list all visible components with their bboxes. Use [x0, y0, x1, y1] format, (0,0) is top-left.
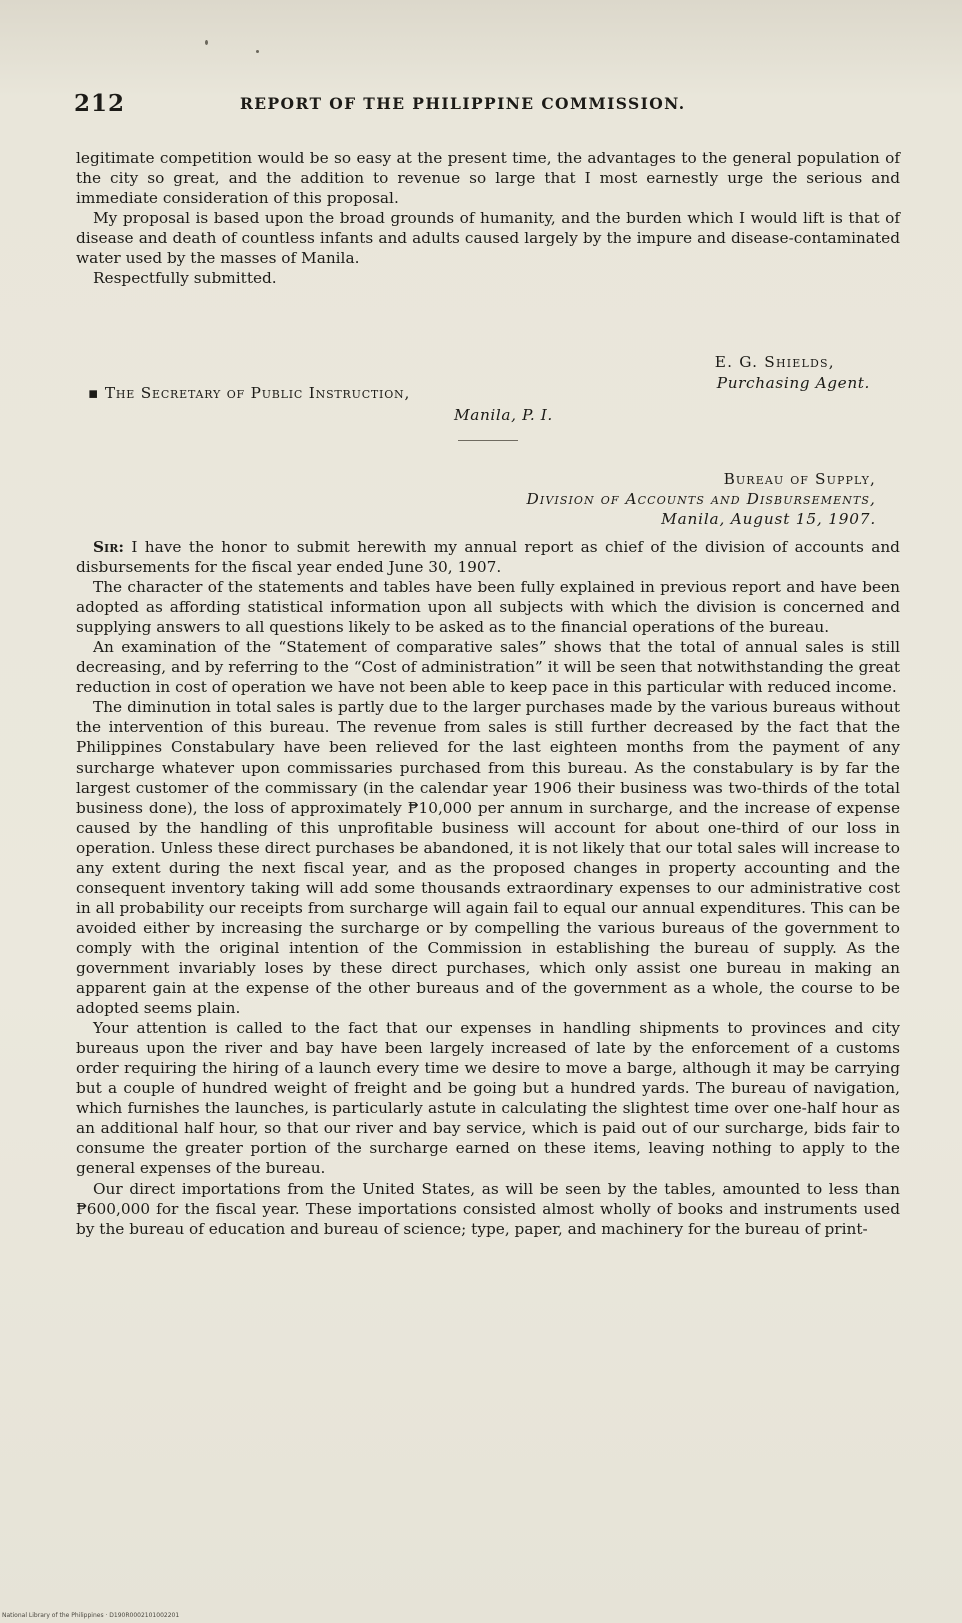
paragraph: Your attention is called to the fact that our expenses in handling shipments to provinces and city bureaus upon the river and bay have been largely increased of late by the enforcement of a customs order requiring the hiring of a launch every time we desire to move a barge, although it may be carrying but a couple of hundred weight of freight and be going but a hundred yards. The bureau of navigation, which furnishes the launches, is particularly astute in calculating the slightest time over one-half hour as an additional half hour, so that our river and bay service, which is paid out of our surcharge, bids fair to consume the greater portion of the surcharge earned on these items, leaving nothing to apply to the general expenses of the bureau. [76, 1019, 900, 1178]
paragraph: Our direct importations from the United States, as will be seen by the tables, amounted to less than ₱600,000 for the fiscal year. These importations consisted almost wholly of books and instruments used by the bureau of education and bureau of science; type, paper, and machinery for the bureau of print- [76, 1179, 900, 1238]
addressee-line: The Secretary of Public Instruction, [104, 384, 411, 402]
paragraph-text: I have the honor to submit herewith my annual report as chief of the division of accounts and disbursements for the fiscal year ended June 30, 1907. [76, 538, 900, 577]
place-date: Manila, August 15, 1907. [661, 510, 876, 528]
paragraph [76, 537, 900, 577]
signature-block [715, 352, 870, 394]
dateline-block [527, 469, 876, 529]
scan-speck [256, 50, 259, 53]
closing: Respectfully submitted. [93, 269, 277, 288]
running-head: REPORT OF THE PHILIPPINE COMMISSION. [240, 94, 686, 113]
paragraph: The character of the statements and tables have been fully explained in previous report and have been adopted as affording statistical information upon all subjects with which the division is concerned and supplying answers to all questions likely to be asked as to the financial operations of the bureau. [76, 578, 900, 637]
scan-speck [205, 40, 208, 45]
organization: Bureau of Supply, [723, 470, 876, 488]
section-divider [458, 440, 518, 441]
paragraph: An examination of the “Statement of comparative sales” shows that the total of annual sales is still decreasing, and by referring to the “Cost of administration” it will be seen that notwithstanding the great reduction in cost of operation we have not been able to keep pace in this particular with reduced income. [76, 638, 900, 697]
addressee-place: Manila, P. I. [454, 406, 553, 424]
division: Division of Accounts and Disbursements, [526, 490, 876, 508]
signature-title: Purchasing Agent. [716, 374, 870, 392]
salutation: Sir: [93, 538, 124, 556]
paragraph: legitimate competition would be so easy at the present time, the advantages to the general population of the city so great, and the addition to revenue so large that I most earnestly urge the serious and immediate consideration of this proposal. [76, 149, 900, 208]
bullet-mark: ▪ [88, 384, 105, 402]
page-number: 212 [74, 90, 126, 117]
source-footer: National Library of the Philippines · D190R0002101002201 [2, 1612, 180, 1619]
addressee-block [88, 382, 553, 426]
letter-two-body [76, 537, 900, 1239]
page-header [74, 90, 904, 120]
paragraph: My proposal is based upon the broad grounds of humanity, and the burden which I would lift is that of disease and death of countless infants and adults caused largely by the impure and disease-contaminated water used by the masses of Manila. [76, 209, 900, 268]
paragraph: The diminution in total sales is partly due to the larger purchases made by the various bureaus without the intervention of this bureau. The revenue from sales is still further decreased by the fact that the Philippines Constabulary have been relieved for the last eighteen months from the payment of any surcharge whatever upon commissaries purchased from this bureau. As the constabulary is by far the largest customer of the commissary (in the calendar year 1906 their business was two-thirds of the total business done), the loss of approximately ₱10,000 per annum in surcharge, and the increase of expense caused by the handling of this unprofitable business will account for about one-third of our loss in operation. Unless these direct purchases be abandoned, it is not likely that our total sales will increase to any extent during the next fiscal year, and as the proposed changes in property accounting and the consequent inventory taking will add some thousands extraordinary expenses to our administrative cost in all probability our receipts from surcharge will again fail to equal our annual expenditures. This can be avoided either by increasing the surcharge or by compelling the various bureaus of the government to comply with the original intention of the Commission in establishing the bureau of supply. As the government invariably loses by these direct purchases, which only assist one bureau in making an apparent gain at the expense of the other bureaus and of the government as a whole, the course to be adopted seems plain. [76, 698, 900, 1018]
signature-name: E. G. Shields, [714, 353, 835, 371]
letter-one-body [76, 148, 900, 288]
